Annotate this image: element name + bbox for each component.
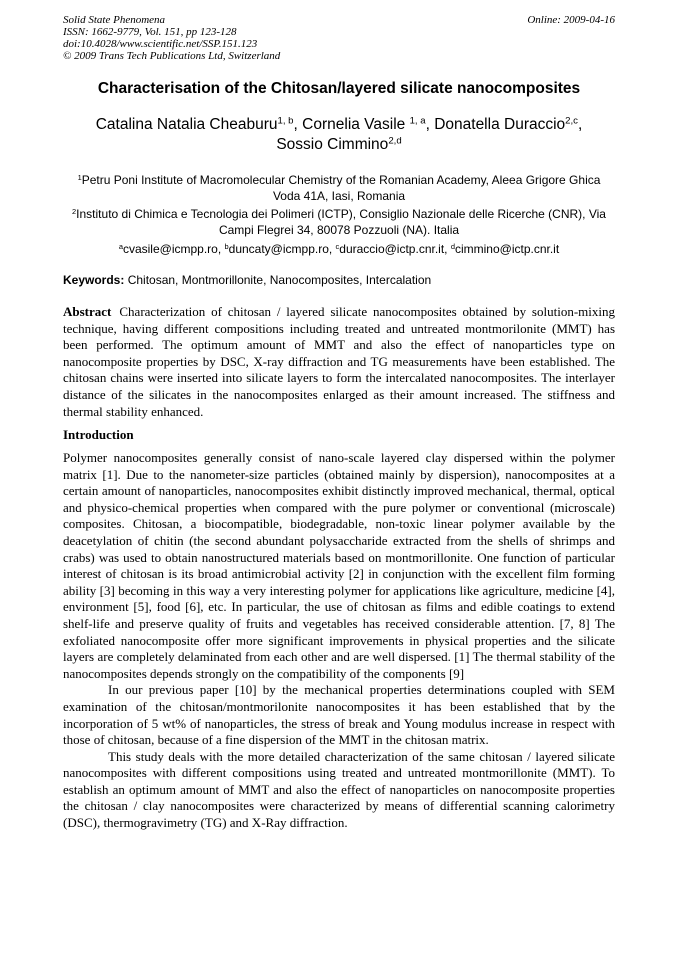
issn-line: ISSN: 1662-9779, Vol. 151, pp 123-128 <box>63 26 237 38</box>
paper-title: Characterisation of the Chitosan/layered silicate nanocomposites <box>97 80 581 97</box>
affiliation-2 <box>63 206 615 238</box>
affiliation-text: Instituto di Chimica e Tecnologia dei Polimeri (ICTP), Consiglio Nazionale delle Ricerche (CNR), Via Campi Flegrei 34, 80078 Pozzuoli (NA). Italia <box>76 207 606 237</box>
copyright-line: © 2009 Trans Tech Publications Ltd, Switzerland <box>63 50 281 62</box>
keywords-line <box>63 272 615 288</box>
author-name: Catalina Natalia Cheaburu <box>95 116 278 133</box>
abstract-label: Abstract <box>63 304 112 319</box>
email-mark: a <box>118 241 123 251</box>
email-address[interactable]: cimmino@ictp.cnr.it <box>454 242 560 256</box>
journal-name: Solid State Phenomena <box>63 14 166 26</box>
email-address[interactable]: cvasile@icmpp.ro, <box>122 242 225 256</box>
author-separator: , <box>425 116 435 133</box>
email-mark: d <box>450 241 455 251</box>
doi-line: doi:10.4028/www.scientific.net/SSP.151.123 <box>63 38 258 50</box>
introduction-paragraph: Polymer nanocomposites generally consist of nano-scale layered clay dispersed within the polymer matrix [1]. Due to the nanometer-size particles (obtained mainly by dispersion), nanocomposites at a certain amount of nanoparticles, nanocomposites exhibit distinctly improved mechanical, thermal, optical and physico-chemical properties when compared with the pure polymer or conventional (microscale) composites. Chitosan, a biocompatible, biodegradable, non-toxic linear polymer available by the deacetylation of chitin (the second abundant polysaccharide extracted from the shells of shrimps and crabs) was used to obtain nanostructured materials based on montmorillonite. One function of particular interest of chitosan is its broad antimicrobial activity [2] in conjunction with the excellent film forming ability [3] becoming in this way a very interesting polymer for applications like agriculture, medicine [4], environment [5], food [6], etc. In particular, the use of chitosan as films and edible coatings to extend shelf-life and preserve quality of fruits and vegetables has received considerable attention. [7, 8] The exfoliated nanocomposite offer more significant improvements in physical properties and the silicate layers are completely delaminated from each other and are well dispersed. [1] The thermal stability of the nanocomposites depends strongly on the compatibility of the components [9] <box>63 450 615 681</box>
author-affiliation-mark: 2,d <box>388 135 402 147</box>
affiliation-1 <box>63 172 615 204</box>
keywords-label: Keywords: <box>63 273 125 287</box>
email-address[interactable]: duraccio@ictp.cnr.it, <box>339 242 451 256</box>
author-affiliation-mark: 2,c <box>565 115 578 127</box>
author-affiliation-mark: 1, a <box>409 115 426 127</box>
email-mark: b <box>224 241 229 251</box>
author-name: Cornelia Vasile <box>302 116 410 133</box>
abstract-section <box>63 304 615 420</box>
introduction-heading: Introduction <box>63 427 134 442</box>
affiliation-mark: 1 <box>77 172 82 182</box>
affiliation-mark: 2 <box>72 206 77 216</box>
introduction-paragraph: This study deals with the more detailed characterization of the same chitosan / layered silicate nanocomposites with different compositions using treated and untreated montmorillonite (MMT). To establish an optimum amount of MMT and also the effect of nanoparticles on nanocomposite properties the chitosan / clay nanocomposites were characterized by means of differential scanning calorimetry (DSC), thermogravimetry (TG) and X-Ray diffraction. <box>63 748 615 831</box>
publication-header <box>63 14 615 62</box>
affiliation-text: Petru Poni Institute of Macromolecular Chemistry of the Romanian Academy, Aleea Grigore Ghica Voda 41A, Iasi, Romania <box>81 173 601 203</box>
email-address[interactable]: duncaty@icmpp.ro, <box>228 242 336 256</box>
author-separator: , <box>293 116 303 133</box>
author-separator: , <box>577 116 583 133</box>
author-list <box>63 115 615 155</box>
introduction-section <box>63 450 615 832</box>
introduction-paragraph: In our previous paper [10] by the mechanical properties determinations coupled with SEM examination of the chitosan/montmorilonite nanocomposites it has been established that by the incorporation of 5 wt% of nanoparticles, the stress of break and Young modulus increase in respect with those of chitosan, because of a fine dispersion of the MMT in the chitosan matrix. <box>63 682 615 748</box>
email-list <box>63 241 615 257</box>
author-affiliation-mark: 1, b <box>277 115 294 127</box>
author-name: Donatella Duraccio <box>434 116 566 133</box>
online-date: Online: 2009-04-16 <box>527 14 615 26</box>
email-mark: c <box>335 241 340 251</box>
keywords-text: Chitosan, Montmorillonite, Nanocomposites, Intercalation <box>124 273 432 287</box>
author-name: Sossio Cimmino <box>276 136 389 153</box>
abstract-text: Characterization of chitosan / layered silicate nanocomposites obtained by solution-mixing technique, having different compositions including treated and untreated montmorilonite (MMT) has been performed. The optimum amount of MMT and also the effect of nanoparticles type on nanocomposite properties by DSC, X-ray diffraction and TG measurements have been established. The chitosan chains were inserted into silicate layers to form the intercalated nanocomposites. The interlayer distance of the silicates in the nanocomposites enlarged as their amount increased. The stiffness and thermal stability enhanced. <box>63 304 615 419</box>
